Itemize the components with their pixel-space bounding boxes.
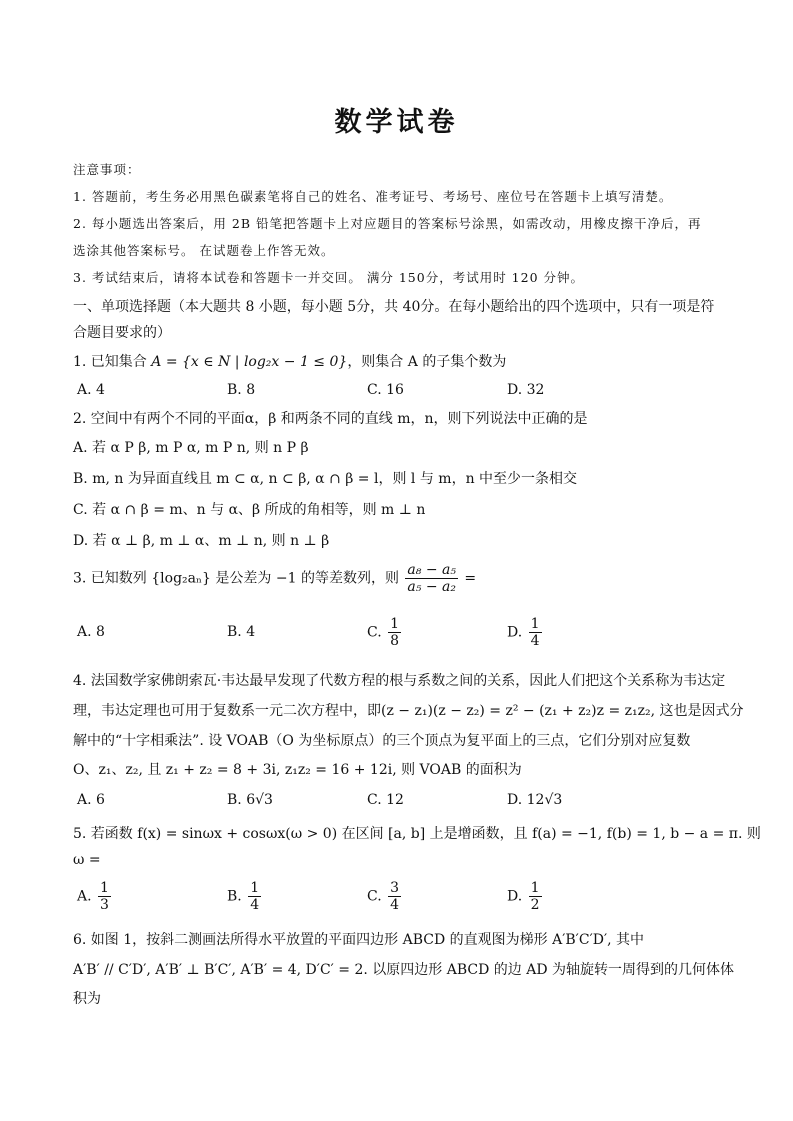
notice-item-2-cont: 选涂其他答案标号。 在试题卷上作答无效。	[73, 243, 335, 258]
option-b: B. 6√3	[227, 792, 273, 808]
notice-item-3: 3. 考试结束后，请将本试卷和答题卡一并交回。 满分 150分，考试用时 120 分钟。	[73, 270, 585, 285]
fraction-denominator: 4	[250, 897, 260, 914]
fraction-numerator: 1	[530, 880, 540, 896]
option-c-label: C.	[367, 888, 382, 905]
notice-heading: 注意事项：	[73, 162, 141, 177]
question-1-stem	[73, 351, 506, 371]
option-d-fraction	[529, 616, 542, 649]
question-5-line-1: 5. 若函数 f(x) = sinωx + cosωx(ω > 0) 在区间 [a, b] 上是增函数，且 f(a) = −1, f(b) = 1, b − a = π. 则	[73, 826, 761, 842]
option-a: A. 4	[77, 382, 105, 398]
question-4-line-1: 4. 法国数学家佛朗索瓦·韦达最早发现了代数方程的根与系数之间的关系，因此人们把这个关系称为韦达定	[73, 673, 726, 689]
option-b: B. 8	[227, 382, 256, 398]
fraction-denominator: 4	[390, 897, 400, 914]
question-4-options	[77, 792, 737, 812]
option-d-label: D.	[507, 624, 523, 641]
fraction-numerator: a₈ − a₅	[407, 562, 456, 578]
fraction-denominator: 4	[530, 633, 540, 650]
option-c	[367, 616, 403, 649]
question-2-option-c: C. 若 α ∩ β = m、n 与 α、β 所成的角相等，则 m ⊥ n	[73, 502, 426, 518]
fraction-denominator: 8	[390, 633, 400, 650]
option-c	[367, 880, 403, 913]
option-c-label: C.	[367, 624, 382, 641]
option-a: A. 6	[77, 792, 105, 808]
question-2-option-b: B. m, n 为异面直线且 m ⊂ α, n ⊂ β, α ∩ β = l，则 l 与 m，n 中至少一条相交	[73, 471, 578, 487]
option-a-fraction	[98, 880, 111, 913]
option-a: A. 8	[77, 624, 105, 640]
option-b: B. 4	[227, 624, 256, 640]
fraction-denominator: a₅ − a₂	[407, 579, 456, 596]
question-3-options	[77, 616, 737, 652]
question-4-line-2: 理，韦达定理也可用于复数系一元二次方程中，即(z − z₁)(z − z₂) = z² − (z₁ + z₂)z = z₁z₂, 这也是因式分	[73, 703, 744, 719]
option-d: D. 12√3	[507, 792, 563, 808]
section-heading: 一、单项选择题（本大题共 8 小题，每小题 5分，共 40分。在每小题给出的四个选项中，只有一项是符	[73, 299, 715, 315]
fraction-numerator: 3	[390, 880, 400, 896]
option-a-label: A.	[77, 888, 92, 905]
fraction-numerator: 1	[530, 616, 540, 632]
question-1-set: A = {x ∈ N | log₂x − 1 ≤ 0}	[151, 354, 348, 370]
option-d	[507, 616, 544, 649]
fraction-numerator: 1	[250, 880, 260, 896]
question-3-fraction	[405, 562, 458, 595]
question-1-suffix: ，则集合 A 的子集个数为	[347, 354, 507, 370]
option-a	[77, 880, 113, 913]
fraction-numerator: 1	[100, 880, 109, 896]
question-6-line-3: 积为	[73, 991, 101, 1007]
option-b-fraction	[248, 880, 261, 913]
question-1-options	[77, 382, 737, 402]
option-d-label: D.	[507, 888, 523, 905]
option-c-fraction	[388, 616, 401, 649]
fraction-denominator: 2	[530, 897, 540, 914]
question-2-stem: 2. 空间中有两个不同的平面α，β 和两条不同的直线 m，n，则下列说法中正确的是	[73, 411, 588, 427]
option-b-label: B.	[227, 888, 242, 905]
option-c: C. 16	[367, 382, 404, 398]
question-4-line-3: 解中的“十字相乘法”. 设 VOAB（O 为坐标原点）的三个顶点为复平面上的三点，它们分别对应复数	[73, 733, 691, 749]
fraction-denominator: 3	[100, 897, 109, 914]
option-d: D. 32	[507, 382, 545, 398]
page-title: 数学试卷	[334, 107, 459, 138]
notice-item-1: 1. 答题前，考生务必用黑色碳素笔将自己的姓名、准考证号、考场号、座位号在答题卡上填写清楚。	[73, 189, 673, 204]
question-2-option-d: D. 若 α ⊥ β, m ⊥ α、m ⊥ n, 则 n ⊥ β	[73, 533, 330, 549]
question-6-line-1: 6. 如图 1，按斜二测画法所得水平放置的平面四边形 ABCD 的直观图为梯形 A′B′C′D′, 其中	[73, 932, 645, 948]
question-3-stem	[73, 562, 476, 595]
option-c-fraction	[388, 880, 401, 913]
notice-item-2: 2. 每小题选出答案后，用 2B 铅笔把答题卡上对应题目的答案标号涂黑，如需改动，用橡皮擦干净后，再	[73, 216, 702, 231]
question-4-line-4: O、z₁、z₂, 且 z₁ + z₂ = 8 + 3i, z₁z₂ = 16 + 12i, 则 VOAB 的面积为	[73, 762, 522, 778]
question-6-line-2: A′B′ // C′D′, A′B′ ⊥ B′C′, A′B′ = 4, D′C′ = 2. 以原四边形 ABCD 的边 AD 为轴旋转一周得到的几何体体	[73, 962, 735, 978]
question-5-options	[77, 880, 737, 916]
question-3-suffix: =	[464, 570, 477, 587]
question-3-prefix: 3. 已知数列 {log₂aₙ} 是公差为 −1 的等差数列，则	[73, 570, 399, 587]
question-5-line-2: ω =	[73, 852, 101, 868]
option-b	[227, 880, 263, 913]
option-d	[507, 880, 544, 913]
question-2-option-a: A. 若 α P β, m P α, m P n, 则 n P β	[73, 440, 309, 456]
option-d-fraction	[529, 880, 542, 913]
fraction-numerator: 1	[390, 616, 400, 632]
option-c: C. 12	[367, 792, 404, 808]
section-heading-cont: 合题目要求的）	[73, 325, 171, 341]
question-1-prefix: 1. 已知集合	[73, 354, 152, 370]
